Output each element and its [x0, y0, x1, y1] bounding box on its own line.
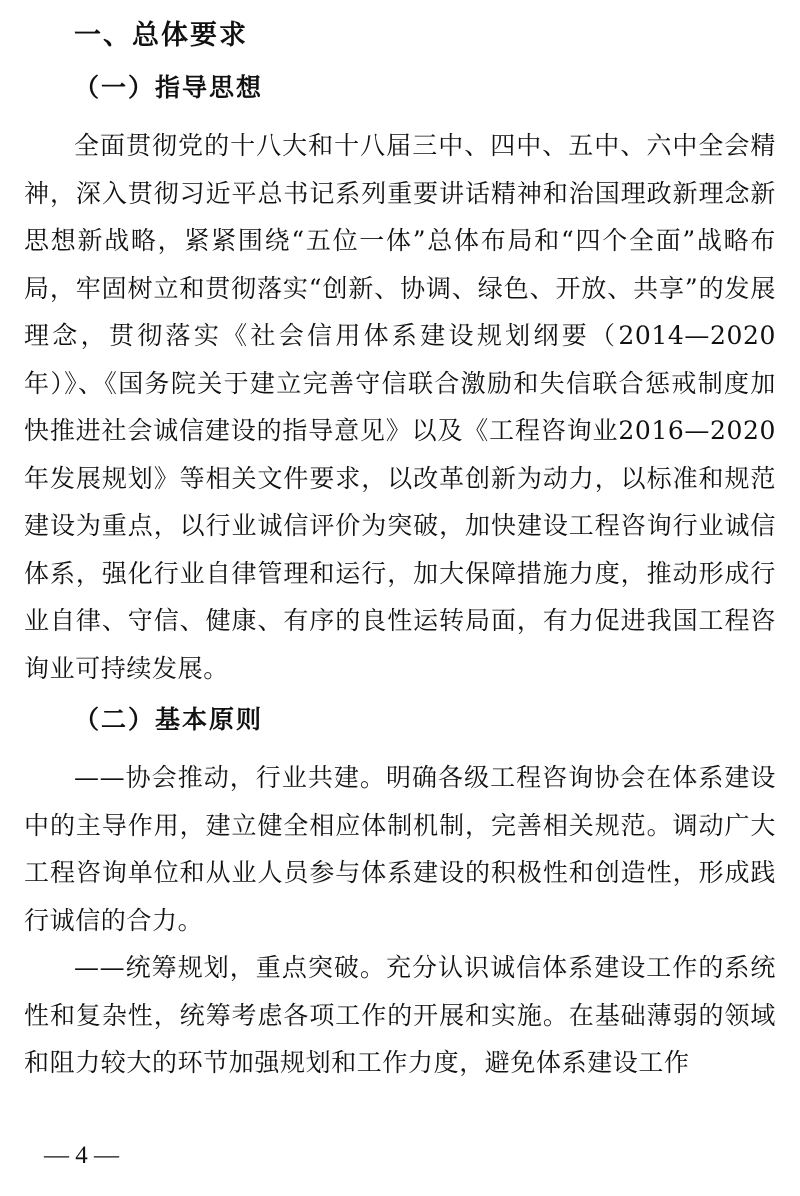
- section-heading: 一、总体要求: [74, 20, 248, 51]
- subsection-heading-principles: （二）基本原则: [74, 705, 264, 734]
- paragraph-guiding-ideology: 全面贯彻党的十八大和十八届三中、四中、五中、六中全会精神，深入贯彻习近平总书记系列重要讲话精神和治国理政新理念新思想新战略，紧紧围绕“五位一体”总体布局和“四个全面”战略布局，牢固树立和贯彻落实“创新、协调、绿色、开放、共享”的发展理念，贯彻落实《社会信用体系建设规划纲要（2014—2020年）》、《国务院关于建立完善守信联合激励和失信联合惩戒制度加快推进社会诚信建设的指导意见》以及《工程咨询业2016—2020年发展规划》等相关文件要求，以改革创新为动力，以标准和规范建设为重点，以行业诚信评价为突破，加快建设工程咨询行业诚信体系，强化行业自律管理和运行，加大保障措施力度，推动形成行业自律、守信、健康、有序的良性运转局面，有力促进我国工程咨询业可持续发展。: [24, 131, 776, 683]
- paragraph-principle-2: ——统筹规划，重点突破。充分认识诚信体系建设工作的系统性和复杂性，统筹考虑各项工作的开展和实施。在基础薄弱的领域和阻力较大的环节加强规划和工作力度，避免体系建设工作: [24, 953, 776, 1077]
- subsection-heading-guiding: （一）指导思想: [74, 73, 264, 102]
- page-number: — 4 —: [44, 1142, 119, 1169]
- paragraph-principle-1: ——协会推动，行业共建。明确各级工程咨询协会在体系建设中的主导作用，建立健全相应体制机制，完善相关规范。调动广大工程咨询单位和从业人员参与体系建设的积极性和创造性，形成践行诚信的合力。: [24, 763, 776, 935]
